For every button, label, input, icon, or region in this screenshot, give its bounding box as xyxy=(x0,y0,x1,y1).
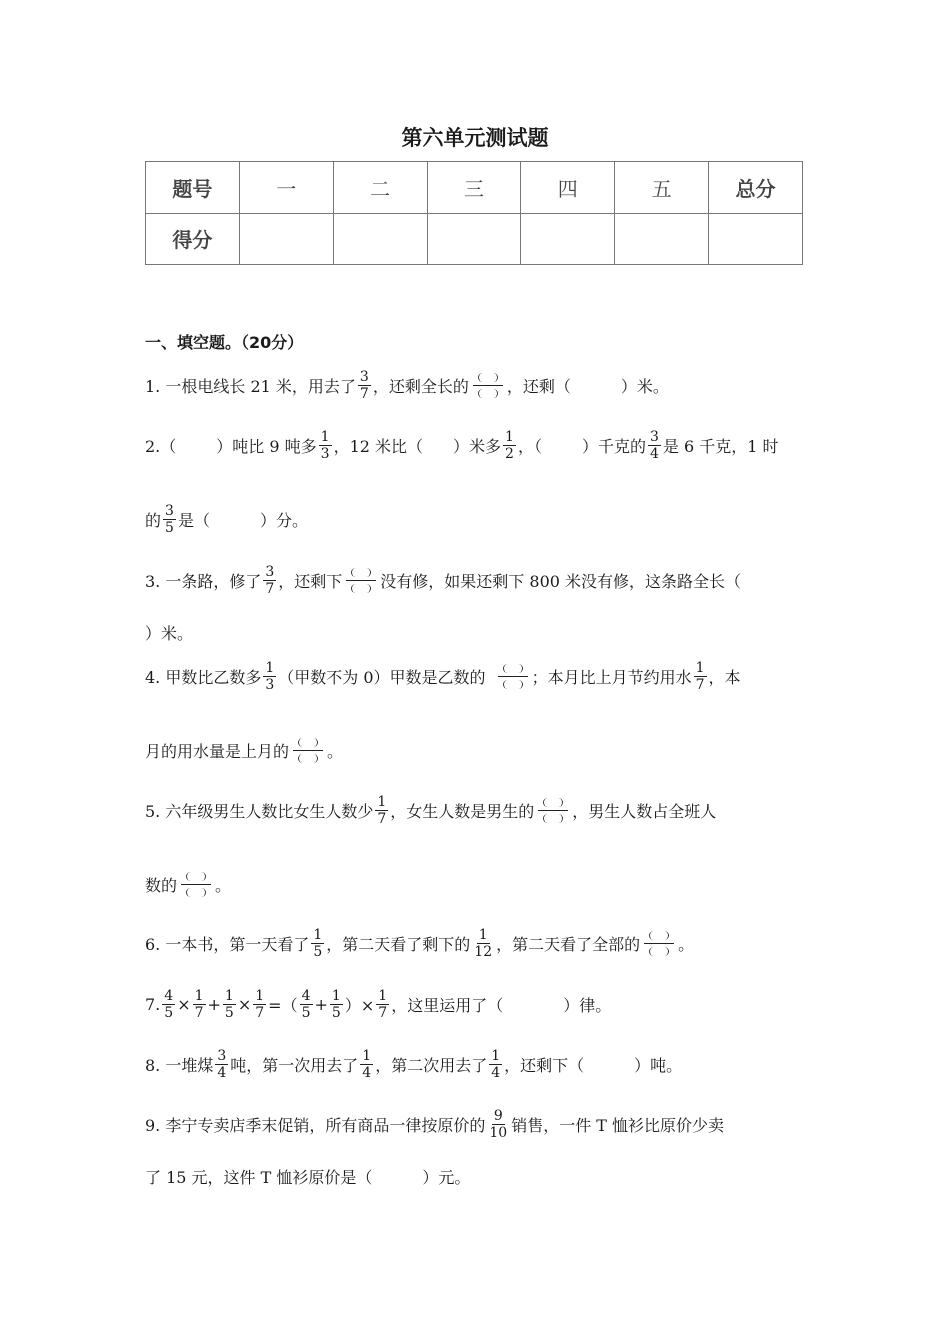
q4-text: 月的用水量是上月的 xyxy=(145,741,290,761)
denominator: 7 xyxy=(359,385,369,402)
q2-text: ）分。 xyxy=(259,510,308,530)
fraction xyxy=(360,1048,373,1081)
denominator: 4 xyxy=(649,445,659,462)
q5-text: 5. 六年级男生人数比女生人数少 xyxy=(145,801,374,821)
fraction xyxy=(163,503,176,536)
denominator: 7 xyxy=(194,1004,204,1021)
fraction xyxy=(223,988,236,1021)
q7-text: ）× xyxy=(344,995,375,1015)
denominator: 10 xyxy=(489,1124,508,1141)
denominator: 12 xyxy=(474,943,493,960)
fraction xyxy=(215,1048,228,1081)
fraction xyxy=(648,429,661,462)
numerator: 1 xyxy=(313,926,323,943)
fraction xyxy=(311,927,324,960)
numerator: 1 xyxy=(255,987,265,1004)
score-cell xyxy=(333,213,427,265)
fraction xyxy=(694,660,707,693)
q1-text: ，还剩（ xyxy=(506,376,571,396)
question-2-cont xyxy=(145,499,308,539)
q5-text: ，女生人数是男生的 xyxy=(390,801,535,821)
q8-text: ，还剩下（ xyxy=(504,1055,585,1075)
denominator: 4 xyxy=(491,1064,501,1081)
q2-text: 的 xyxy=(145,510,162,530)
q4-text: 。 xyxy=(327,741,344,761)
fraction xyxy=(263,660,276,693)
question-7 xyxy=(145,984,611,1024)
q7-text: ，这里运用了（ xyxy=(391,995,504,1015)
numerator: 1 xyxy=(695,659,705,676)
q2-text: 2.（ xyxy=(145,436,177,456)
q4-text: （甲数不为 0）甲数是乙数的 xyxy=(278,667,486,687)
fraction xyxy=(162,988,175,1021)
denominator: 5 xyxy=(331,1004,341,1021)
q9-text: 了 15 元，这件 T 恤衫原价是（ xyxy=(145,1167,373,1187)
operator: × xyxy=(177,994,191,1014)
numerator: 9 xyxy=(493,1107,503,1124)
question-1 xyxy=(145,365,669,405)
q7-text: =（ xyxy=(268,995,298,1015)
score-cell xyxy=(615,213,709,265)
numerator: 1 xyxy=(377,793,387,810)
numerator: 1 xyxy=(478,926,488,943)
q5-text: 。 xyxy=(215,875,232,895)
fraction xyxy=(487,1108,509,1141)
score-table-row xyxy=(146,213,803,265)
operator: + xyxy=(207,994,221,1014)
score-cell xyxy=(427,213,521,265)
numerator: 1 xyxy=(362,1047,372,1064)
question-8 xyxy=(145,1044,682,1084)
fraction xyxy=(319,429,332,462)
q8-text: 8. 一堆煤 xyxy=(145,1055,214,1075)
fraction xyxy=(358,369,371,402)
q2-text: ，（ xyxy=(517,436,542,456)
numerator: 3 xyxy=(359,368,369,385)
q4-text: ；本月比上月节约用水 xyxy=(531,667,692,687)
blank-fraction[interactable] xyxy=(498,664,528,689)
q2-text: ）千克的 xyxy=(581,436,646,456)
question-3 xyxy=(145,560,741,600)
q9-text: 销售，一件 T 恤衫比原价少卖 xyxy=(511,1115,725,1135)
denominator: 7 xyxy=(695,676,705,693)
q6-text: ，第二天看了剩下的 xyxy=(326,934,471,954)
numerator: 3 xyxy=(217,1047,227,1064)
q2-text: ）吨比 9 吨多 xyxy=(216,436,317,456)
numerator: 1 xyxy=(224,987,234,1004)
q6-text: ，第二天看了全部的 xyxy=(496,934,641,954)
fraction xyxy=(300,988,313,1021)
q7-text: 7. xyxy=(145,994,161,1014)
numerator: 1 xyxy=(378,987,388,1004)
denominator: 5 xyxy=(165,519,174,536)
fraction xyxy=(472,927,494,960)
q3-text: ，还剩下 xyxy=(278,571,343,591)
q4-text: ，本 xyxy=(708,667,741,687)
denominator: 4 xyxy=(362,1064,372,1081)
score-header-cell: 总分 xyxy=(709,162,803,214)
denominator: 3 xyxy=(320,445,330,462)
denominator: 5 xyxy=(224,1004,234,1021)
denominator: 4 xyxy=(217,1064,227,1081)
q9-text: 9. 李宁专卖店季末促销，所有商品一律按原价的 xyxy=(145,1115,486,1135)
numerator: 4 xyxy=(301,987,311,1004)
score-header-cell: 题号 xyxy=(146,162,240,214)
section-heading: 一、填空题。（20分） xyxy=(145,332,304,352)
fraction xyxy=(263,564,276,597)
denominator: 5 xyxy=(313,943,323,960)
question-5-cont xyxy=(145,864,231,904)
blank-fraction[interactable] xyxy=(538,798,568,823)
fraction xyxy=(376,988,389,1021)
denominator: 7 xyxy=(255,1004,265,1021)
q5-text: 数的 xyxy=(145,875,178,895)
question-6 xyxy=(145,923,694,963)
score-cell xyxy=(709,213,803,265)
fraction xyxy=(489,1048,502,1081)
score-header-cell: 二 xyxy=(333,162,427,214)
denominator: 7 xyxy=(265,580,275,597)
denominator: 5 xyxy=(301,1004,311,1021)
denominator: 7 xyxy=(377,810,387,827)
q1-text: 1. 一根电线长 21 米，用去了 xyxy=(145,376,356,396)
score-table xyxy=(145,161,803,265)
score-cell xyxy=(239,213,333,265)
q8-text: 吨，第一次用去了 xyxy=(230,1055,359,1075)
fraction xyxy=(193,988,206,1021)
question-3-cont xyxy=(145,612,193,652)
numerator: 1 xyxy=(194,987,204,1004)
score-table-header-row xyxy=(146,162,803,214)
q1-text: ，还剩全长的 xyxy=(372,376,469,396)
q3-text: 3. 一条路，修了 xyxy=(145,571,262,591)
numerator: 3 xyxy=(649,428,659,445)
numerator: 3 xyxy=(165,502,174,519)
numerator: 1 xyxy=(320,428,330,445)
blank-fraction[interactable] xyxy=(473,373,503,398)
question-9-cont xyxy=(145,1156,470,1196)
denominator: 3 xyxy=(265,676,275,693)
q7-text: ）律。 xyxy=(563,995,612,1015)
q6-text: 。 xyxy=(678,934,695,954)
score-header-cell: 三 xyxy=(427,162,521,214)
score-row-label: 得分 xyxy=(146,213,240,265)
q5-text: ，男生人数占全班人 xyxy=(572,801,717,821)
score-header-cell: 一 xyxy=(239,162,333,214)
fraction xyxy=(330,988,343,1021)
q8-text: ，第二次用去了 xyxy=(375,1055,488,1075)
blank-fraction[interactable] xyxy=(346,568,376,593)
question-5 xyxy=(145,790,716,830)
question-2 xyxy=(145,425,779,465)
q2-text: 是（ xyxy=(177,510,210,530)
numerator: 1 xyxy=(331,987,341,1004)
numerator: 1 xyxy=(505,428,514,445)
numerator: 1 xyxy=(265,659,275,676)
operator: + xyxy=(314,994,328,1014)
q2-text: ，12 米比（ xyxy=(333,436,424,456)
q3-text: ）米。 xyxy=(145,623,194,643)
question-4-cont xyxy=(145,730,343,770)
score-header-cell: 四 xyxy=(521,162,615,214)
fraction xyxy=(253,988,266,1021)
numerator: 1 xyxy=(491,1047,501,1064)
q6-text: 6. 一本书，第一天看了 xyxy=(145,934,310,954)
operator: × xyxy=(237,994,252,1014)
fraction xyxy=(375,794,388,827)
q9-text: ）元。 xyxy=(422,1167,471,1187)
q4-text: 4. 甲数比乙数多 xyxy=(145,667,262,687)
numerator: 4 xyxy=(164,987,174,1004)
q3-text: 没有修，如果还剩下 800 米没有修，这条路全长（ xyxy=(380,571,742,591)
blank-fraction[interactable] xyxy=(293,738,323,763)
q2-text: 是 6 千克，1 时 xyxy=(662,436,779,456)
q2-text: ）米多 xyxy=(453,436,502,456)
numerator: 3 xyxy=(265,563,275,580)
question-9 xyxy=(145,1104,724,1144)
q8-text: ）吨。 xyxy=(634,1055,683,1075)
blank-fraction[interactable] xyxy=(181,872,211,897)
denominator: 5 xyxy=(164,1004,174,1021)
denominator: 2 xyxy=(505,445,514,462)
denominator: 7 xyxy=(378,1004,388,1021)
page-title: 第六单元测试题 xyxy=(401,126,549,150)
q1-text: ）米。 xyxy=(620,376,669,396)
score-header-cell: 五 xyxy=(615,162,709,214)
fraction xyxy=(503,429,516,462)
score-cell xyxy=(521,213,615,265)
question-4 xyxy=(145,656,741,696)
blank-fraction[interactable] xyxy=(644,931,674,956)
